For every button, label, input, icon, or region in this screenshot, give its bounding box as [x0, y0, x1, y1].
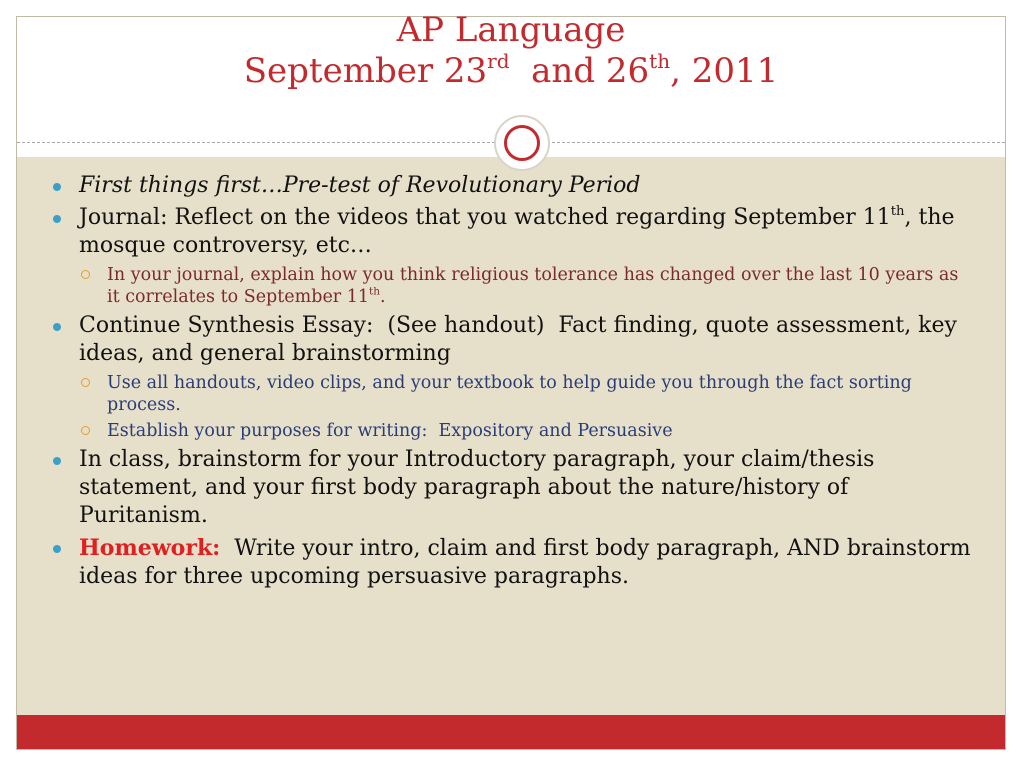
list-item-text: In class, brainstorm for your Introductory paragraph, your claim/thesis statement, and your first body paragraph about the nature/history of Puritanism.: [79, 447, 875, 528]
sub-list-item: [45, 264, 975, 308]
sub-item-text: Use all handouts, video clips, and your textbook to help guide you through the fact sorting process.: [107, 373, 912, 415]
superscript: th: [369, 285, 380, 298]
circle-ornament-icon: [494, 115, 550, 171]
subtitle-text: and 26: [509, 51, 650, 91]
bullet-dot-icon: [53, 323, 61, 331]
sub-list-item: [45, 372, 975, 416]
sub-list-item: [45, 420, 975, 442]
ring-bullet-icon: [81, 378, 90, 387]
list-item: [45, 312, 975, 368]
ring-icon: [504, 125, 540, 161]
subtitle-text: September 23: [243, 51, 488, 91]
footer-bar: [17, 715, 1005, 749]
slide-title: AP Language: [396, 10, 626, 50]
superscript: rd: [487, 49, 510, 73]
list-item-text: Write your intro, claim and first body paragraph, AND brainstorm ideas for three upcoming persuasive paragraphs.: [79, 536, 978, 589]
bullet-dot-icon: [53, 457, 61, 465]
list-item: [45, 204, 975, 260]
list-item-text: , the mosque controversy, etc…: [79, 205, 955, 258]
homework-label: Homework:: [79, 535, 221, 561]
list-item: [45, 446, 975, 530]
bullet-dot-icon: [53, 545, 61, 553]
sub-item-text: In your journal, explain how you think religious tolerance has changed over the last 10 years as it correlates to September 11: [107, 265, 959, 307]
list-item: [45, 172, 975, 200]
slide: [16, 10, 1006, 750]
sub-item-text: Establish your purposes for writing: Expository and Persuasive: [107, 421, 673, 441]
bullet-list: [45, 172, 978, 595]
ring-bullet-icon: [81, 270, 90, 279]
list-item-text: Continue Synthesis Essay: (See handout) Fact finding, quote assessment, key ideas, and general brainstorming: [79, 313, 964, 366]
superscript: th: [649, 49, 671, 73]
subtitle-text: , 2011: [670, 51, 779, 91]
bullet-dot-icon: [53, 215, 61, 223]
slide-subtitle: [17, 49, 1005, 93]
list-item-text: First things first…Pre-test of Revolutionary Period: [79, 173, 641, 198]
list-item-text: Journal: Reflect on the videos that you watched regarding September 11: [79, 205, 891, 230]
sub-item-text: .: [379, 287, 386, 307]
ring-bullet-icon: [81, 426, 90, 435]
bullet-dot-icon: [53, 183, 61, 191]
superscript: th: [890, 203, 905, 219]
list-item: [45, 534, 978, 591]
